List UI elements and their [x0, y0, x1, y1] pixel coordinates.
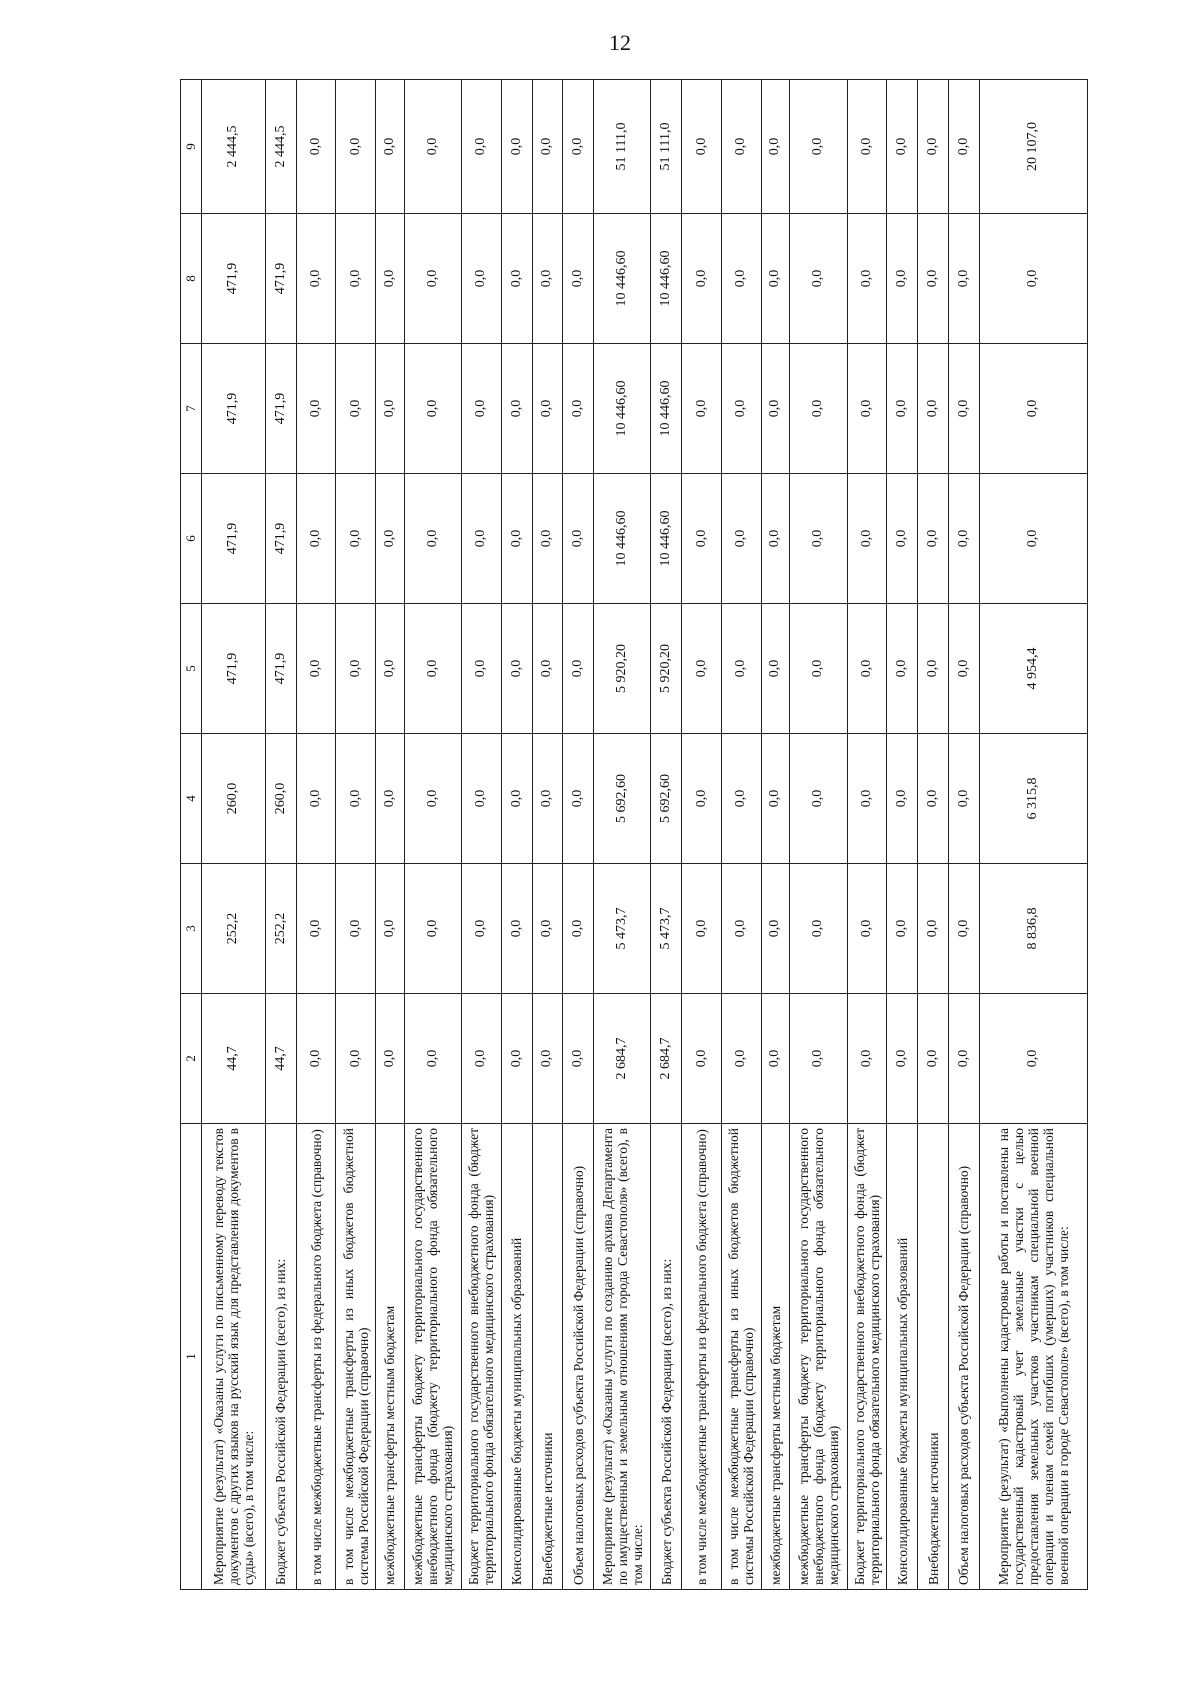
- value-cell: 2 444,5: [265, 80, 296, 214]
- table-row: [918, 80, 949, 1590]
- value-cell: 0,0: [790, 604, 847, 734]
- table-row: [979, 80, 1087, 1590]
- value-cell: 5 920,20: [594, 604, 651, 734]
- row-label: в том числе межбюджетные трансферты из иных бюджетов бюджетной системы Российской Федерации (справочно): [721, 1124, 761, 1590]
- value-cell: 0,0: [296, 474, 336, 604]
- value-cell: 0,0: [847, 214, 887, 344]
- value-cell: 0,0: [336, 734, 376, 864]
- value-cell: 0,0: [404, 604, 461, 734]
- value-cell: 10 446,60: [594, 214, 651, 344]
- value-cell: 2 444,5: [202, 80, 266, 214]
- row-label: Бюджет территориального государственного внебюджетного фонда (бюджет территориального фонда обязательного медицинского страхования): [847, 1124, 887, 1590]
- value-cell: 0,0: [790, 80, 847, 214]
- value-cell: 471,9: [202, 344, 266, 474]
- value-cell: 0,0: [296, 344, 336, 474]
- value-cell: 471,9: [202, 604, 266, 734]
- value-cell: 0,0: [336, 604, 376, 734]
- value-cell: 0,0: [790, 474, 847, 604]
- value-cell: 0,0: [979, 474, 1087, 604]
- value-cell: 0,0: [563, 734, 594, 864]
- value-cell: 44,7: [265, 994, 296, 1124]
- value-cell: 0,0: [336, 864, 376, 994]
- table-row: [296, 80, 336, 1590]
- value-cell: 0,0: [721, 474, 761, 604]
- value-cell: 0,0: [918, 864, 949, 994]
- value-cell: 471,9: [202, 214, 266, 344]
- value-cell: 5 473,7: [651, 864, 682, 994]
- value-cell: 8 836,8: [979, 864, 1087, 994]
- value-cell: 0,0: [761, 734, 790, 864]
- value-cell: 0,0: [563, 344, 594, 474]
- row-label: межбюджетные трансферты бюджету территориального государственного внебюджетного фонда (бюджету территориального фонда обязательного медицинского страхования): [790, 1124, 847, 1590]
- value-cell: 0,0: [790, 214, 847, 344]
- table-row: [501, 80, 532, 1590]
- value-cell: 0,0: [563, 864, 594, 994]
- value-cell: 0,0: [501, 994, 532, 1124]
- value-cell: 0,0: [532, 734, 563, 864]
- value-cell: 0,0: [887, 474, 918, 604]
- value-cell: 0,0: [682, 214, 722, 344]
- table-row: [202, 80, 266, 1590]
- value-cell: 0,0: [721, 734, 761, 864]
- value-cell: 0,0: [847, 80, 887, 214]
- value-cell: 0,0: [462, 214, 502, 344]
- row-label: Объем налоговых расходов субъекта Российской Федерации (справочно): [948, 1124, 979, 1590]
- value-cell: 0,0: [887, 994, 918, 1124]
- row-label: в том числе межбюджетные трансферты из федерального бюджета (справочно): [682, 1124, 722, 1590]
- table-row: [563, 80, 594, 1590]
- value-cell: 0,0: [501, 604, 532, 734]
- row-label: Консолидированные бюджеты муниципальных образований: [887, 1124, 918, 1590]
- value-cell: 10 446,60: [651, 214, 682, 344]
- value-cell: 0,0: [948, 734, 979, 864]
- value-cell: 0,0: [847, 734, 887, 864]
- column-number-1: 1: [181, 1124, 202, 1590]
- value-cell: 0,0: [336, 474, 376, 604]
- value-cell: 0,0: [847, 864, 887, 994]
- value-cell: 0,0: [462, 864, 502, 994]
- value-cell: 0,0: [948, 214, 979, 344]
- value-cell: 0,0: [948, 994, 979, 1124]
- value-cell: 0,0: [501, 864, 532, 994]
- column-number-3: 3: [181, 864, 202, 994]
- value-cell: 0,0: [376, 864, 405, 994]
- table-row: [682, 80, 722, 1590]
- value-cell: 0,0: [948, 604, 979, 734]
- value-cell: 0,0: [462, 474, 502, 604]
- table-row: [376, 80, 405, 1590]
- value-cell: 0,0: [682, 474, 722, 604]
- table-row: [948, 80, 979, 1590]
- value-cell: 0,0: [948, 474, 979, 604]
- value-cell: 471,9: [265, 344, 296, 474]
- value-cell: 0,0: [532, 864, 563, 994]
- row-label: Бюджет территориального государственного внебюджетного фонда (бюджет территориального фонда обязательного медицинского страхования): [462, 1124, 502, 1590]
- value-cell: 0,0: [979, 214, 1087, 344]
- value-cell: 0,0: [501, 80, 532, 214]
- page-number: 12: [609, 30, 631, 55]
- value-cell: 0,0: [404, 344, 461, 474]
- value-cell: 5 920,20: [651, 604, 682, 734]
- value-cell: 471,9: [265, 474, 296, 604]
- value-cell: 0,0: [563, 474, 594, 604]
- value-cell: 0,0: [296, 80, 336, 214]
- value-cell: 44,7: [202, 994, 266, 1124]
- value-cell: 0,0: [887, 734, 918, 864]
- value-cell: 0,0: [918, 604, 949, 734]
- value-cell: 0,0: [404, 864, 461, 994]
- row-label: Консолидированные бюджеты муниципальных образований: [501, 1124, 532, 1590]
- value-cell: 0,0: [979, 994, 1087, 1124]
- value-cell: 252,2: [202, 864, 266, 994]
- value-cell: 51 111,0: [651, 80, 682, 214]
- value-cell: 0,0: [563, 994, 594, 1124]
- column-number-2: 2: [181, 994, 202, 1124]
- row-label: межбюджетные трансферты местным бюджетам: [761, 1124, 790, 1590]
- table-row: [532, 80, 563, 1590]
- value-cell: 0,0: [376, 344, 405, 474]
- value-cell: 0,0: [948, 864, 979, 994]
- value-cell: 252,2: [265, 864, 296, 994]
- value-cell: 0,0: [682, 994, 722, 1124]
- value-cell: 0,0: [682, 734, 722, 864]
- value-cell: 0,0: [979, 344, 1087, 474]
- table-row: [651, 80, 682, 1590]
- budget-table: [180, 79, 1088, 1590]
- value-cell: 0,0: [761, 344, 790, 474]
- value-cell: 0,0: [563, 214, 594, 344]
- row-label: Объем налоговых расходов субъекта Российской Федерации (справочно): [563, 1124, 594, 1590]
- value-cell: 0,0: [404, 80, 461, 214]
- value-cell: 0,0: [790, 344, 847, 474]
- value-cell: 471,9: [265, 214, 296, 344]
- row-label: Бюджет субъекта Российской Федерации (всего), из них:: [651, 1124, 682, 1590]
- value-cell: 2 684,7: [651, 994, 682, 1124]
- value-cell: 471,9: [265, 604, 296, 734]
- row-label: Внебюджетные источники: [918, 1124, 949, 1590]
- column-number-7: 7: [181, 344, 202, 474]
- value-cell: 10 446,60: [651, 344, 682, 474]
- rotated-table-container: [180, 80, 1088, 1590]
- value-cell: 0,0: [761, 80, 790, 214]
- value-cell: 0,0: [790, 994, 847, 1124]
- value-cell: 0,0: [336, 80, 376, 214]
- column-number-4: 4: [181, 734, 202, 864]
- value-cell: 0,0: [847, 344, 887, 474]
- value-cell: 10 446,60: [594, 344, 651, 474]
- value-cell: 6 315,8: [979, 734, 1087, 864]
- value-cell: 0,0: [296, 864, 336, 994]
- value-cell: 0,0: [918, 474, 949, 604]
- value-cell: 0,0: [532, 80, 563, 214]
- value-cell: 0,0: [887, 864, 918, 994]
- column-number-6: 6: [181, 474, 202, 604]
- column-number-5: 5: [181, 604, 202, 734]
- value-cell: 0,0: [887, 604, 918, 734]
- value-cell: 0,0: [721, 994, 761, 1124]
- table-row: [336, 80, 376, 1590]
- value-cell: 5 692,60: [594, 734, 651, 864]
- value-cell: 20 107,0: [979, 80, 1087, 214]
- value-cell: 0,0: [501, 214, 532, 344]
- value-cell: 0,0: [761, 474, 790, 604]
- value-cell: 0,0: [847, 994, 887, 1124]
- value-cell: 0,0: [532, 994, 563, 1124]
- value-cell: 0,0: [721, 604, 761, 734]
- row-label: Мероприятие (результат) «Оказаны услуги по созданию архива Департамента по имущественным и земельным отношениям города Севастополя» (всего), в том числе:: [594, 1124, 651, 1590]
- value-cell: 0,0: [887, 80, 918, 214]
- table-row: [462, 80, 502, 1590]
- value-cell: 0,0: [336, 214, 376, 344]
- value-cell: 0,0: [404, 734, 461, 864]
- value-cell: 0,0: [376, 604, 405, 734]
- value-cell: 0,0: [847, 604, 887, 734]
- value-cell: 0,0: [376, 80, 405, 214]
- value-cell: 0,0: [682, 344, 722, 474]
- value-cell: 2 684,7: [594, 994, 651, 1124]
- column-number-8: 8: [181, 214, 202, 344]
- table-row: [721, 80, 761, 1590]
- value-cell: 0,0: [336, 994, 376, 1124]
- value-cell: 0,0: [462, 604, 502, 734]
- row-label: Бюджет субъекта Российской Федерации (всего), из них:: [265, 1124, 296, 1590]
- value-cell: 0,0: [296, 734, 336, 864]
- value-cell: 0,0: [501, 474, 532, 604]
- value-cell: 0,0: [918, 214, 949, 344]
- value-cell: 0,0: [790, 734, 847, 864]
- value-cell: 0,0: [532, 214, 563, 344]
- value-cell: 0,0: [532, 344, 563, 474]
- value-cell: 51 111,0: [594, 80, 651, 214]
- value-cell: 0,0: [847, 474, 887, 604]
- value-cell: 0,0: [462, 80, 502, 214]
- row-label: в том числе межбюджетные трансферты из иных бюджетов бюджетной системы Российской Федерации (справочно): [336, 1124, 376, 1590]
- value-cell: 0,0: [532, 604, 563, 734]
- value-cell: 0,0: [682, 80, 722, 214]
- value-cell: 0,0: [721, 214, 761, 344]
- table-row: [761, 80, 790, 1590]
- row-label: Внебюджетные источники: [532, 1124, 563, 1590]
- value-cell: 0,0: [462, 994, 502, 1124]
- value-cell: 5 473,7: [594, 864, 651, 994]
- value-cell: 0,0: [761, 864, 790, 994]
- row-label: Мероприятие (результат) «Оказаны услуги по письменному переводу текстов документов с других языков на русский язык для представления документов в суды» (всего), в том числе:: [202, 1124, 266, 1590]
- value-cell: 0,0: [404, 214, 461, 344]
- value-cell: 0,0: [501, 344, 532, 474]
- value-cell: 0,0: [721, 864, 761, 994]
- value-cell: 0,0: [376, 474, 405, 604]
- value-cell: 0,0: [404, 994, 461, 1124]
- row-label: Мероприятие (результат) «Выполнены кадастровые работы и поставлены на государственный кадастровый учет земельные участки с целью предоставления земельных участков участникам специальной военной операции и членам семей погибших (умерших) участников специальной военной операции в городе Севастополе» (всего), в том числе:: [979, 1124, 1087, 1590]
- value-cell: 0,0: [790, 864, 847, 994]
- value-cell: 0,0: [462, 344, 502, 474]
- value-cell: 471,9: [202, 474, 266, 604]
- value-cell: 0,0: [376, 214, 405, 344]
- table-row: [265, 80, 296, 1590]
- value-cell: 0,0: [376, 734, 405, 864]
- column-number-9: 9: [181, 80, 202, 214]
- value-cell: 0,0: [721, 344, 761, 474]
- table-row: [790, 80, 847, 1590]
- value-cell: 0,0: [404, 474, 461, 604]
- table-row: [887, 80, 918, 1590]
- table-body: [202, 80, 1088, 1590]
- value-cell: 0,0: [296, 604, 336, 734]
- value-cell: 10 446,60: [651, 474, 682, 604]
- value-cell: 0,0: [501, 734, 532, 864]
- value-cell: 0,0: [376, 994, 405, 1124]
- value-cell: 0,0: [532, 474, 563, 604]
- value-cell: 0,0: [948, 344, 979, 474]
- value-cell: 0,0: [948, 80, 979, 214]
- value-cell: 260,0: [265, 734, 296, 864]
- value-cell: 0,0: [918, 994, 949, 1124]
- value-cell: 0,0: [918, 344, 949, 474]
- value-cell: 0,0: [887, 344, 918, 474]
- value-cell: 10 446,60: [594, 474, 651, 604]
- value-cell: 0,0: [761, 994, 790, 1124]
- row-label: межбюджетные трансферты бюджету территориального государственного внебюджетного фонда (бюджету территориального фонда обязательного медицинского страхования): [404, 1124, 461, 1590]
- value-cell: 0,0: [918, 734, 949, 864]
- row-label: межбюджетные трансферты местным бюджетам: [376, 1124, 405, 1590]
- column-number-row: [181, 80, 202, 1590]
- value-cell: 0,0: [296, 214, 336, 344]
- value-cell: 0,0: [887, 214, 918, 344]
- table-row: [594, 80, 651, 1590]
- row-label: в том числе межбюджетные трансферты из федерального бюджета (справочно): [296, 1124, 336, 1590]
- value-cell: 0,0: [761, 604, 790, 734]
- value-cell: 0,0: [721, 80, 761, 214]
- value-cell: 5 692,60: [651, 734, 682, 864]
- table-row: [847, 80, 887, 1590]
- value-cell: 260,0: [202, 734, 266, 864]
- value-cell: 0,0: [296, 994, 336, 1124]
- value-cell: 0,0: [918, 80, 949, 214]
- value-cell: 0,0: [563, 80, 594, 214]
- value-cell: 0,0: [761, 214, 790, 344]
- value-cell: 0,0: [682, 604, 722, 734]
- value-cell: 0,0: [336, 344, 376, 474]
- value-cell: 0,0: [462, 734, 502, 864]
- value-cell: 0,0: [682, 864, 722, 994]
- value-cell: 4 954,4: [979, 604, 1087, 734]
- value-cell: 0,0: [563, 604, 594, 734]
- table-row: [404, 80, 461, 1590]
